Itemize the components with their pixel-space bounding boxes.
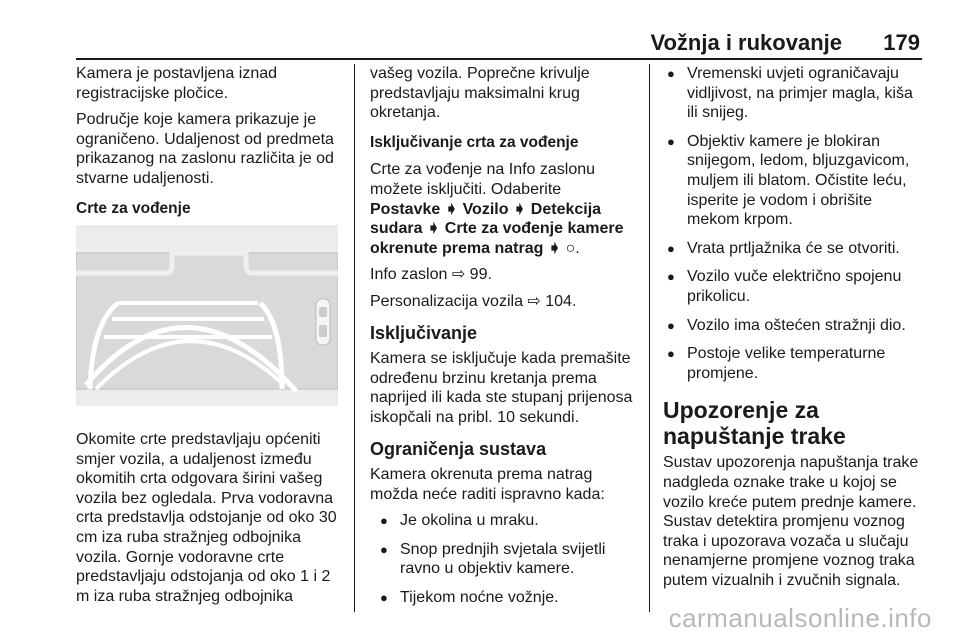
list-item: ● Vrata prtljažnika će se otvoriti. xyxy=(663,239,925,259)
paragraph-guide-lines-explanation: Okomite crte predstavljaju općeniti smjer vozila, a udaljenost između okomitih crta odgovara širini vašeg vozila bez ogledala. Prva vodoravna crta predstavlja odstojanje od oko 30 cm iza ruba stražnjeg odbojnika vozila. Gornje vodoravne crte predstavljaju odstojanja od oko 1 i 2 m iza ruba stražnjeg odbojnika xyxy=(76,431,337,605)
list-item: ● Vozilo ima oštećen stražnji dio. xyxy=(663,316,925,336)
watermark: carmanualsonline.info xyxy=(668,603,932,633)
reference-info-display: Info zaslon ⇨ 99. xyxy=(370,266,492,284)
menu-path: Postavke ➧ Vozilo ➧ Detekcija sudara ➧ Crte za vođenje kamere okrenute prema natrag ➧ ○ xyxy=(370,200,624,257)
column-1 xyxy=(76,64,341,226)
list-item: ● Objektiv kamere je blokiran snijegom, ledom, bljuzgavicom, muljem ili blatom. Očistite leću, isperite je vodom i obrišite mekom krpom. xyxy=(663,132,925,230)
heading-system-limitations: Ograničenja sustava xyxy=(370,438,547,459)
car-topview-icon xyxy=(316,299,330,345)
guide-lines-illustration xyxy=(76,225,338,406)
heading-guide-lines: Crte za vođenje xyxy=(76,199,191,217)
list-item: ● Snop prednjih svjetala svijetli ravno u objektiv kamere. xyxy=(370,540,635,579)
paragraph-lane-departure-warning: Sustav upozorenja napuštanja trake nadgleda oznake trake u kojoj se vozilo kreće putem prednje kamere. Sustav detektira promjenu voznog traka i upozorava vozača u slučaju nenamjerne promjene voznog traka putem vizualnih i zvučnih signala. xyxy=(663,454,919,589)
list-item: ● Vremenski uvjeti ograničavaju vidljivost, na primjer magla, kiša ili snijeg. xyxy=(663,64,925,123)
list-item: ● Tijekom noćne vožnje. xyxy=(370,588,635,608)
paragraph-camera-area: Područje koje kamera prikazuje je ograničeno. Udaljenost od predmeta prikazanog na zaslonu različita je od stvarne udaljenosti. xyxy=(76,111,334,187)
list-item: ● Postoje velike temperaturne promjene. xyxy=(663,344,925,383)
column-2 xyxy=(370,64,635,617)
heading-switching-off: Isključivanje xyxy=(370,322,478,343)
header-rule xyxy=(76,58,922,60)
reference-vehicle-personalisation: Personalizacija vozila ⇨ 104. xyxy=(370,292,577,310)
disable-instruction-text: Crte za vođenje na Info zaslonu možete isključiti. Odaberite xyxy=(370,161,596,198)
list-item: ● Vozilo vuče električno spojenu prikolicu. xyxy=(663,267,925,306)
paragraph-camera-position: Kamera je postavljena iznad registracijske pločice. xyxy=(76,65,278,102)
heading-disable-guide-lines: Isključivanje crta za vođenje xyxy=(370,133,579,151)
running-header: Vožnja i rukovanje xyxy=(650,30,842,55)
page-number: 179 xyxy=(883,30,920,55)
paragraph-switching-off: Kamera se isključuje kada premašite određenu brzinu kretanja prema naprijed ili kada ste stupanj prijenosa iskopčali na pribl. 10 sekundi. xyxy=(370,350,633,426)
column-divider-1 xyxy=(354,64,355,612)
heading-lane-departure-warning: Upozorenje za napuštanje trake xyxy=(663,397,846,450)
column-3 xyxy=(663,64,925,597)
list-item: ● Je okolina u mraku. xyxy=(370,511,635,531)
paragraph-limitations-intro: Kamera okrenuta prema natrag možda neće raditi ispravno kada: xyxy=(370,466,605,503)
rear-camera-guide-lines-figure xyxy=(76,225,338,406)
sentence-end: . xyxy=(575,239,580,257)
column-divider-2 xyxy=(649,64,650,612)
limitations-list-2 xyxy=(663,64,925,383)
paragraph-disable-guide-lines xyxy=(370,160,635,258)
paragraph-turning-curves: vašeg vozila. Poprečne krivulje predstavljaju maksimalni krug okretanja. xyxy=(370,65,590,122)
column-1-lower xyxy=(76,430,341,613)
limitations-list-1 xyxy=(370,511,635,607)
